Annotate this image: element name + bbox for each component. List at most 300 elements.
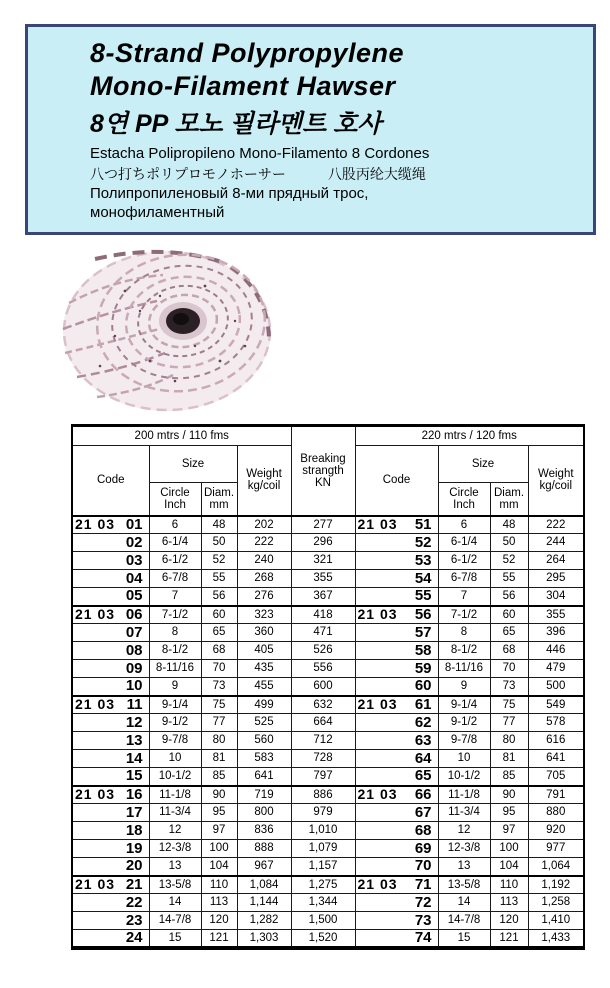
diam-mm-cell-left: 65: [201, 624, 237, 642]
left-code-header: Code: [72, 446, 149, 516]
code-prefix: 21 03: [357, 516, 398, 533]
circle-inch-cell-right: 15: [438, 930, 490, 948]
diam-mm-cell-right: 90: [490, 786, 528, 804]
code-cell-right: [355, 624, 438, 642]
breaking-strength-cell: 277: [291, 516, 355, 534]
weight-header-line1: Weight: [246, 468, 282, 481]
diam-header-line2: mm: [499, 498, 519, 511]
weight-cell-left: 560: [237, 732, 291, 750]
diam-mm-cell-right: 65: [490, 624, 528, 642]
circle-inch-cell-right: 9-1/4: [438, 696, 490, 714]
circle-inch-cell-left: 12-3/8: [149, 840, 201, 858]
code-prefix: 21 03: [357, 786, 398, 803]
diam-mm-cell-left: 110: [201, 876, 237, 894]
weight-cell-left: 276: [237, 588, 291, 606]
right-circle-header: [438, 483, 490, 516]
table-row: [72, 516, 584, 534]
code-suffix: 52: [414, 533, 432, 551]
diam-mm-cell-left: 100: [201, 840, 237, 858]
breaking-strength-cell: 367: [291, 588, 355, 606]
diam-mm-cell-left: 70: [201, 660, 237, 678]
table-row: [72, 858, 584, 876]
code-suffix: 08: [125, 641, 143, 659]
code-cell-left: [72, 570, 149, 588]
breaking-strength-cell: 979: [291, 804, 355, 822]
rope-coil-photo: [55, 241, 285, 416]
code-cell-right: [355, 750, 438, 768]
code-suffix: 20: [125, 857, 143, 875]
circle-inch-cell-right: 10: [438, 750, 490, 768]
circle-inch-cell-right: 6-1/2: [438, 552, 490, 570]
diam-mm-cell-left: 68: [201, 642, 237, 660]
diam-header-line2: mm: [209, 498, 229, 511]
code-suffix: 14: [125, 749, 143, 767]
breaking-strength-cell: 1,275: [291, 876, 355, 894]
code-suffix: 74: [414, 929, 432, 946]
breaking-strength-cell: 1,079: [291, 840, 355, 858]
code-cell-right: [355, 552, 438, 570]
code-cell-right: [355, 876, 438, 894]
product-title-en-line1: 8-Strand Polypropylene: [90, 38, 405, 68]
table-row: [72, 804, 584, 822]
table-row: [72, 930, 584, 948]
code-suffix: 59: [414, 659, 432, 677]
circle-inch-cell-left: 11-1/8: [149, 786, 201, 804]
circle-inch-cell-left: 8: [149, 624, 201, 642]
code-suffix: 06: [125, 605, 143, 623]
breaking-strength-cell: 632: [291, 696, 355, 714]
code-cell-right: [355, 768, 438, 786]
code-cell-left: [72, 588, 149, 606]
weight-cell-right: 295: [528, 570, 584, 588]
circle-inch-cell-right: 6-1/4: [438, 534, 490, 552]
code-suffix: 51: [414, 515, 432, 533]
breaking-strength-cell: 886: [291, 786, 355, 804]
code-cell-right: [355, 660, 438, 678]
diam-mm-cell-left: 113: [201, 894, 237, 912]
breaking-strength-cell: 556: [291, 660, 355, 678]
code-suffix: 15: [125, 767, 143, 785]
breaking-strength-cell: 296: [291, 534, 355, 552]
weight-cell-left: 719: [237, 786, 291, 804]
breaking-strength-cell: 712: [291, 732, 355, 750]
weight-cell-right: 791: [528, 786, 584, 804]
circle-inch-cell-right: 10-1/2: [438, 768, 490, 786]
product-subtitle-es: Estacha Polipropileno Mono-Filamento 8 Cordones: [90, 145, 430, 162]
code-suffix: 22: [125, 893, 143, 911]
left-length-header: 200 mtrs / 110 fms: [72, 426, 291, 446]
diam-mm-cell-right: 113: [490, 894, 528, 912]
code-prefix: 21 03: [357, 606, 398, 623]
diam-mm-cell-left: 97: [201, 822, 237, 840]
diam-header-line1: Diam.: [493, 486, 525, 499]
right-diam-header: [490, 483, 528, 516]
code-suffix: 05: [125, 587, 143, 605]
breaking-strength-cell: 600: [291, 678, 355, 696]
code-cell-right: [355, 912, 438, 930]
circle-inch-cell-left: 15: [149, 930, 201, 948]
circle-inch-cell-left: 6-1/4: [149, 534, 201, 552]
code-suffix: 04: [125, 569, 143, 587]
table-row: [72, 786, 584, 804]
circle-inch-cell-right: 14-7/8: [438, 912, 490, 930]
table-row: [72, 660, 584, 678]
code-prefix: 21 03: [357, 876, 398, 893]
code-suffix: 11: [126, 695, 143, 713]
circle-header-line2: Inch: [164, 498, 186, 511]
code-cell-left: [72, 714, 149, 732]
breaking-strength-cell: 526: [291, 642, 355, 660]
weight-cell-right: 244: [528, 534, 584, 552]
diam-mm-cell-left: 52: [201, 552, 237, 570]
table-row: [72, 822, 584, 840]
circle-inch-cell-left: 6: [149, 516, 201, 534]
weight-cell-left: 455: [237, 678, 291, 696]
code-cell-left: [72, 822, 149, 840]
product-subtitle-zh: 八股丙纶大缆绳: [327, 166, 426, 182]
code-suffix: 58: [414, 641, 432, 659]
weight-cell-left: 888: [237, 840, 291, 858]
code-cell-right: [355, 678, 438, 696]
diam-mm-cell-right: 100: [490, 840, 528, 858]
circle-header-line2: Inch: [453, 498, 475, 511]
weight-cell-left: 323: [237, 606, 291, 624]
code-cell-left: [72, 786, 149, 804]
code-suffix: 16: [125, 785, 143, 803]
weight-cell-left: 1,144: [237, 894, 291, 912]
table-row: [72, 750, 584, 768]
diam-mm-cell-right: 60: [490, 606, 528, 624]
weight-cell-right: 641: [528, 750, 584, 768]
code-suffix: 73: [414, 911, 432, 929]
circle-inch-cell-left: 10: [149, 750, 201, 768]
weight-cell-left: 360: [237, 624, 291, 642]
code-suffix: 55: [414, 587, 432, 605]
weight-cell-left: 240: [237, 552, 291, 570]
right-code-header: Code: [355, 446, 438, 516]
code-suffix: 07: [125, 623, 143, 641]
code-cell-left: [72, 894, 149, 912]
weight-cell-right: 1,258: [528, 894, 584, 912]
spec-table-body: [72, 516, 584, 948]
circle-inch-cell-left: 11-3/4: [149, 804, 201, 822]
circle-inch-cell-right: 6: [438, 516, 490, 534]
code-suffix: 56: [414, 605, 432, 623]
weight-cell-right: 1,064: [528, 858, 584, 876]
code-cell-right: [355, 858, 438, 876]
weight-cell-right: 264: [528, 552, 584, 570]
diam-mm-cell-right: 55: [490, 570, 528, 588]
code-cell-right: [355, 588, 438, 606]
weight-cell-right: 355: [528, 606, 584, 624]
code-suffix: 70: [414, 857, 432, 875]
code-suffix: 23: [125, 911, 143, 929]
breaking-strength-cell: 728: [291, 750, 355, 768]
circle-inch-cell-left: 6-7/8: [149, 570, 201, 588]
circle-inch-cell-left: 7: [149, 588, 201, 606]
code-suffix: 68: [414, 821, 432, 839]
rope-coil-graphic: [63, 245, 273, 411]
diam-mm-cell-right: 97: [490, 822, 528, 840]
diam-mm-cell-left: 77: [201, 714, 237, 732]
diam-mm-cell-right: 121: [490, 930, 528, 948]
code-suffix: 57: [414, 623, 432, 641]
product-title-ko: 8연 PP 모노 필라멘트 호사: [90, 110, 382, 138]
breaking-header-line2: strangth: [302, 464, 344, 477]
diam-mm-cell-left: 95: [201, 804, 237, 822]
diam-mm-cell-left: 50: [201, 534, 237, 552]
code-cell-left: [72, 804, 149, 822]
code-prefix: 21 03: [357, 696, 398, 713]
table-row: [72, 552, 584, 570]
circle-inch-cell-right: 8: [438, 624, 490, 642]
code-suffix: 03: [125, 551, 143, 569]
circle-inch-cell-left: 8-1/2: [149, 642, 201, 660]
breaking-strength-cell: 1,500: [291, 912, 355, 930]
breaking-strength-cell: 797: [291, 768, 355, 786]
code-cell-left: [72, 768, 149, 786]
code-suffix: 65: [414, 767, 432, 785]
table-row: [72, 876, 584, 894]
table-row: [72, 768, 584, 786]
diam-mm-cell-right: 70: [490, 660, 528, 678]
diam-mm-cell-left: 120: [201, 912, 237, 930]
diam-mm-cell-right: 104: [490, 858, 528, 876]
weight-header-line1: Weight: [537, 468, 574, 481]
circle-inch-cell-left: 12: [149, 822, 201, 840]
table-row: [72, 840, 584, 858]
code-suffix: 72: [414, 893, 432, 911]
circle-inch-cell-right: 14: [438, 894, 490, 912]
code-prefix: 21 03: [75, 696, 116, 713]
circle-inch-cell-right: 11-3/4: [438, 804, 490, 822]
circle-inch-cell-right: 12-3/8: [438, 840, 490, 858]
left-size-header: Size: [149, 446, 237, 483]
breaking-header-line3: KN: [315, 476, 331, 489]
circle-inch-cell-left: 9-1/2: [149, 714, 201, 732]
diam-mm-cell-left: 81: [201, 750, 237, 768]
table-row: [72, 678, 584, 696]
code-cell-right: [355, 840, 438, 858]
code-cell-right: [355, 822, 438, 840]
circle-inch-cell-right: 8-11/16: [438, 660, 490, 678]
code-cell-right: [355, 570, 438, 588]
circle-inch-cell-right: 8-1/2: [438, 642, 490, 660]
breaking-strength-cell: 1,344: [291, 894, 355, 912]
weight-cell-right: 880: [528, 804, 584, 822]
circle-inch-cell-left: 9-1/4: [149, 696, 201, 714]
weight-cell-left: 1,084: [237, 876, 291, 894]
spec-table: [71, 424, 585, 950]
weight-cell-left: 499: [237, 696, 291, 714]
code-cell-left: [72, 858, 149, 876]
diam-mm-cell-right: 120: [490, 912, 528, 930]
code-cell-right: [355, 516, 438, 534]
diam-mm-cell-left: 90: [201, 786, 237, 804]
weight-cell-right: 1,410: [528, 912, 584, 930]
code-cell-right: [355, 894, 438, 912]
weight-cell-right: 446: [528, 642, 584, 660]
weight-cell-right: 977: [528, 840, 584, 858]
weight-cell-left: 202: [237, 516, 291, 534]
left-circle-header: [149, 483, 201, 516]
code-cell-right: [355, 786, 438, 804]
circle-inch-cell-right: 12: [438, 822, 490, 840]
code-suffix: 67: [414, 803, 432, 821]
code-cell-left: [72, 876, 149, 894]
breaking-strength-cell: 321: [291, 552, 355, 570]
left-diam-header: [201, 483, 237, 516]
code-suffix: 09: [125, 659, 143, 677]
weight-cell-right: 396: [528, 624, 584, 642]
code-cell-right: [355, 804, 438, 822]
code-suffix: 61: [414, 695, 432, 713]
code-suffix: 62: [414, 713, 432, 731]
code-suffix: 71: [414, 875, 432, 893]
code-cell-left: [72, 660, 149, 678]
weight-cell-left: 967: [237, 858, 291, 876]
code-suffix: 21: [125, 875, 143, 893]
weight-cell-left: 525: [237, 714, 291, 732]
code-cell-right: [355, 930, 438, 948]
diam-mm-cell-left: 121: [201, 930, 237, 948]
weight-cell-left: 435: [237, 660, 291, 678]
code-prefix: 21 03: [75, 876, 116, 893]
code-suffix: 69: [414, 839, 432, 857]
code-cell-left: [72, 912, 149, 930]
diam-mm-cell-left: 48: [201, 516, 237, 534]
code-cell-left: [72, 696, 149, 714]
table-row: [72, 894, 584, 912]
weight-cell-left: 268: [237, 570, 291, 588]
weight-cell-right: 479: [528, 660, 584, 678]
diam-header-line1: Diam.: [203, 486, 235, 499]
circle-inch-cell-left: 8-11/16: [149, 660, 201, 678]
circle-inch-cell-left: 13: [149, 858, 201, 876]
right-weight-header: [528, 446, 584, 516]
weight-cell-right: 616: [528, 732, 584, 750]
product-subtitle-ja-zh: [90, 164, 583, 184]
weight-cell-right: 920: [528, 822, 584, 840]
code-cell-left: [72, 732, 149, 750]
code-cell-right: [355, 606, 438, 624]
table-row: [72, 624, 584, 642]
diam-mm-cell-right: 85: [490, 768, 528, 786]
weight-cell-right: 549: [528, 696, 584, 714]
table-row: [72, 588, 584, 606]
breaking-strength-cell: 664: [291, 714, 355, 732]
code-cell-right: [355, 534, 438, 552]
code-cell-right: [355, 732, 438, 750]
code-cell-left: [72, 552, 149, 570]
weight-cell-right: 304: [528, 588, 584, 606]
diam-mm-cell-left: 60: [201, 606, 237, 624]
weight-cell-right: 500: [528, 678, 584, 696]
code-suffix: 24: [125, 929, 143, 946]
circle-inch-cell-right: 13-5/8: [438, 876, 490, 894]
diam-mm-cell-right: 56: [490, 588, 528, 606]
code-prefix: 21 03: [75, 786, 116, 803]
code-cell-left: [72, 534, 149, 552]
product-title-en-line2: Mono-Filament Hawser: [90, 71, 396, 101]
circle-inch-cell-left: 10-1/2: [149, 768, 201, 786]
breaking-strength-header: [291, 426, 355, 516]
circle-header-line1: Circle: [160, 486, 190, 499]
diam-mm-cell-right: 52: [490, 552, 528, 570]
diam-mm-cell-right: 75: [490, 696, 528, 714]
circle-inch-cell-right: 9: [438, 678, 490, 696]
breaking-strength-cell: 1,010: [291, 822, 355, 840]
table-row: [72, 642, 584, 660]
weight-cell-right: 222: [528, 516, 584, 534]
breaking-strength-cell: 418: [291, 606, 355, 624]
diam-mm-cell-left: 80: [201, 732, 237, 750]
code-cell-left: [72, 606, 149, 624]
code-suffix: 13: [125, 731, 143, 749]
weight-cell-right: 1,433: [528, 930, 584, 948]
weight-cell-left: 583: [237, 750, 291, 768]
circle-inch-cell-left: 14-7/8: [149, 912, 201, 930]
code-prefix: 21 03: [75, 516, 116, 533]
diam-mm-cell-right: 110: [490, 876, 528, 894]
circle-inch-cell-left: 9: [149, 678, 201, 696]
circle-inch-cell-right: 9-1/2: [438, 714, 490, 732]
code-cell-right: [355, 696, 438, 714]
diam-mm-cell-right: 80: [490, 732, 528, 750]
weight-header-line2: kg/coil: [247, 480, 281, 493]
code-suffix: 53: [414, 551, 432, 569]
code-prefix: 21 03: [75, 606, 116, 623]
circle-inch-cell-right: 11-1/8: [438, 786, 490, 804]
table-row: [72, 570, 584, 588]
table-row: [72, 534, 584, 552]
table-row: [72, 696, 584, 714]
diam-mm-cell-left: 56: [201, 588, 237, 606]
diam-mm-cell-right: 77: [490, 714, 528, 732]
circle-inch-cell-left: 7-1/2: [149, 606, 201, 624]
weight-cell-left: 405: [237, 642, 291, 660]
circle-inch-cell-left: 14: [149, 894, 201, 912]
code-cell-left: [72, 840, 149, 858]
circle-inch-cell-right: 7-1/2: [438, 606, 490, 624]
weight-cell-right: 578: [528, 714, 584, 732]
code-suffix: 19: [125, 839, 143, 857]
weight-cell-left: 641: [237, 768, 291, 786]
code-cell-left: [72, 750, 149, 768]
circle-inch-cell-left: 13-5/8: [149, 876, 201, 894]
diam-mm-cell-right: 81: [490, 750, 528, 768]
diam-mm-cell-right: 68: [490, 642, 528, 660]
circle-inch-cell-right: 6-7/8: [438, 570, 490, 588]
diam-mm-cell-left: 75: [201, 696, 237, 714]
weight-cell-right: 1,192: [528, 876, 584, 894]
code-suffix: 01: [125, 515, 143, 533]
table-row: [72, 912, 584, 930]
breaking-strength-cell: 355: [291, 570, 355, 588]
weight-cell-left: 1,303: [237, 930, 291, 948]
product-subtitle-ru-line1: Полипропиленовый 8-ми прядный трос,: [90, 185, 369, 202]
diam-mm-cell-right: 50: [490, 534, 528, 552]
code-suffix: 17: [125, 803, 143, 821]
code-suffix: 12: [125, 713, 143, 731]
diam-mm-cell-right: 48: [490, 516, 528, 534]
breaking-header-line1: Breaking: [300, 452, 346, 465]
table-header-length-row: [72, 426, 584, 446]
code-cell-left: [72, 516, 149, 534]
weight-cell-right: 705: [528, 768, 584, 786]
code-suffix: 60: [414, 677, 432, 695]
code-cell-left: [72, 624, 149, 642]
